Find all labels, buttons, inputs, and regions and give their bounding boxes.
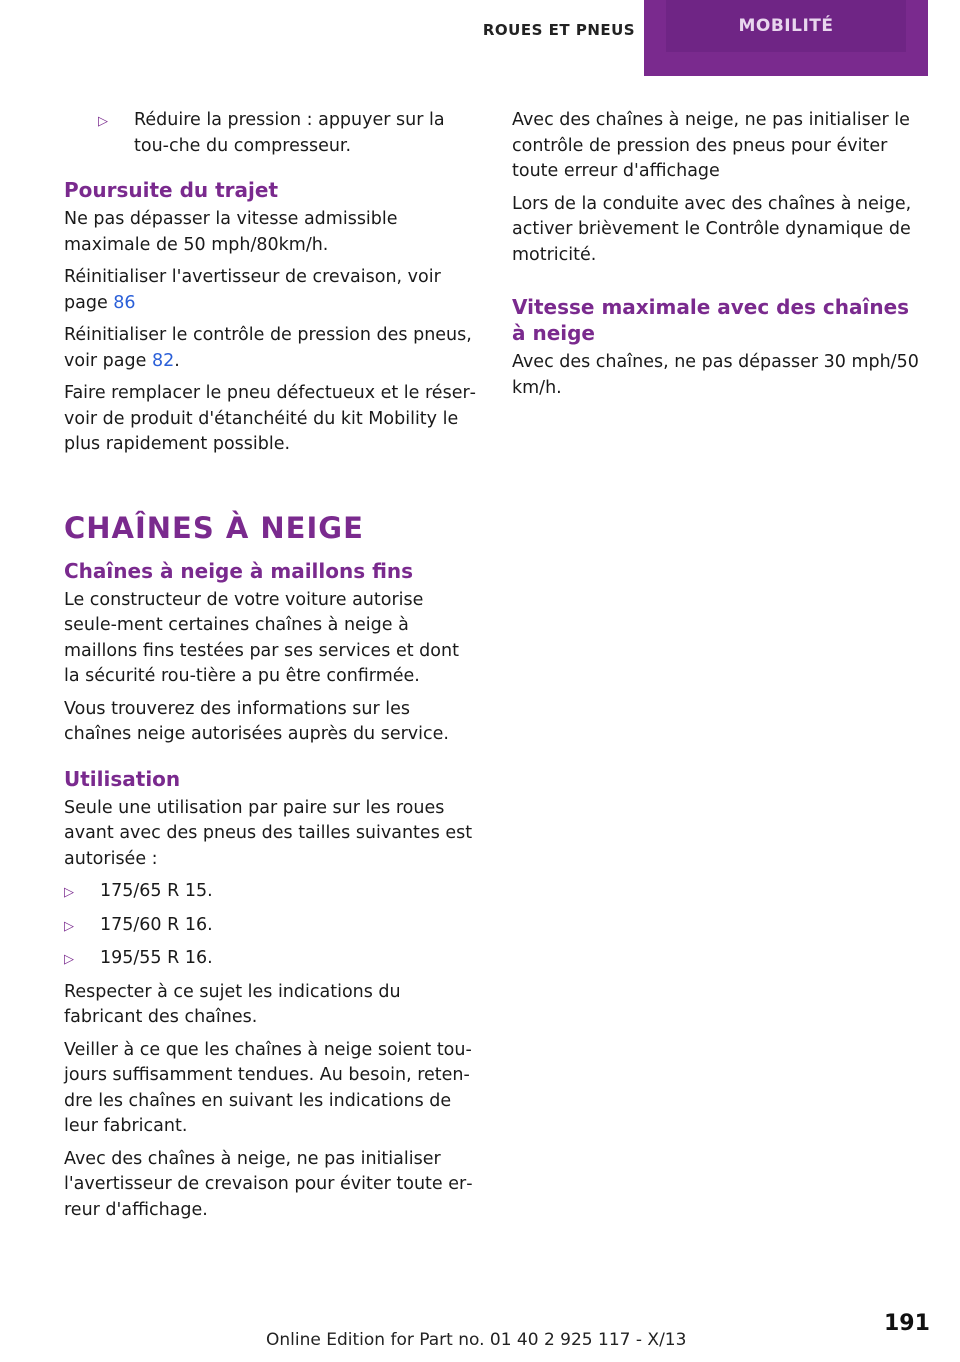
footer-edition: Online Edition for Part no. 01 40 2 925 117 - X/13 bbox=[266, 1330, 687, 1350]
size-item: 195/55 R 16. bbox=[100, 948, 213, 968]
paragraph-text: . bbox=[174, 350, 180, 371]
list-item bbox=[64, 879, 480, 906]
paragraph bbox=[64, 323, 480, 374]
paragraph: Respecter à ce sujet les indications du fabricant des chaînes. bbox=[64, 981, 401, 1027]
paragraph: Avec des chaînes à neige, ne pas initialiser l'avertisseur de crevaison pour éviter toute er‐reur d'affichage. bbox=[64, 1148, 473, 1220]
page-link-82[interactable]: 82 bbox=[151, 350, 175, 371]
paragraph: Faire remplacer le pneu défectueux et le réser‐voir de produit d'étanchéité du kit Mobility le plus rapidement possible. bbox=[64, 383, 476, 454]
paragraph-text: Réinitialiser l'avertisseur de crevaison, voir page bbox=[64, 267, 441, 313]
paragraph: Vous trouverez des informations sur les chaînes neige autorisées auprès du service. bbox=[64, 698, 449, 744]
list-item bbox=[64, 946, 480, 973]
heading-poursuite: Poursuite du trajet bbox=[64, 178, 279, 202]
paragraph: Lors de la conduite avec des chaînes à neige, activer brièvement le Contrôle dynamique de motricité. bbox=[512, 193, 912, 265]
left-column bbox=[64, 108, 480, 1230]
paragraph-text: Réinitialiser le contrôle de pression des pneus, voir page bbox=[64, 325, 472, 371]
paragraph bbox=[64, 265, 480, 316]
triangle-right-icon: ▷ bbox=[64, 918, 74, 934]
size-item: 175/60 R 16. bbox=[100, 914, 213, 935]
chapter-tab-label: MOBILITÉ bbox=[666, 0, 906, 52]
paragraph: Seule une utilisation par paire sur les roues avant avec des pneus des tailles suivantes est autorisée : bbox=[64, 797, 473, 869]
paragraph: Avec des chaînes à neige, ne pas initialiser le contrôle de pression des pneus pour éviter toute erreur d'affichage bbox=[512, 110, 910, 181]
size-item: 175/65 R 15. bbox=[100, 881, 213, 901]
paragraph: Le constructeur de votre voiture autorise seule‐ment certaines chaînes à neige à maillons fins testées par ses services et dont la sécurité rou‐tière a pu être confirmée. bbox=[64, 589, 459, 686]
page-link-86[interactable]: 86 bbox=[113, 292, 136, 313]
heading-vitesse-max: Vitesse maximale avec des chaînes à neige bbox=[512, 295, 910, 345]
paragraph: Veiller à ce que les chaînes à neige soient tou‐jours suffisamment tendues. Au besoin, reten‐dre les chaînes en suivant les indications de leur fabricant. bbox=[64, 1039, 472, 1136]
page-number: 191 bbox=[884, 1311, 930, 1336]
bullet-text: Réduire la pression : appuyer sur la tou‐che du compresseur. bbox=[134, 110, 445, 156]
heading-chaines: CHAÎNES À NEIGE bbox=[64, 510, 364, 545]
triangle-right-icon: ▷ bbox=[64, 952, 74, 967]
triangle-right-icon: ▷ bbox=[98, 114, 108, 129]
right-column bbox=[512, 108, 928, 408]
list-item bbox=[64, 913, 480, 940]
paragraph: Avec des chaînes, ne pas dépasser 30 mph/50 km/h. bbox=[512, 352, 919, 398]
heading-maillons: Chaînes à neige à maillons fins bbox=[64, 558, 414, 583]
paragraph: Ne pas dépasser la vitesse admissible maximale de 50 mph/80km/h. bbox=[64, 209, 398, 255]
triangle-right-icon: ▷ bbox=[64, 885, 74, 900]
list-item bbox=[98, 108, 480, 159]
chapter-tab bbox=[644, 0, 928, 76]
section-label: ROUES ET PNEUS bbox=[482, 21, 636, 39]
heading-utilisation: Utilisation bbox=[64, 766, 181, 791]
